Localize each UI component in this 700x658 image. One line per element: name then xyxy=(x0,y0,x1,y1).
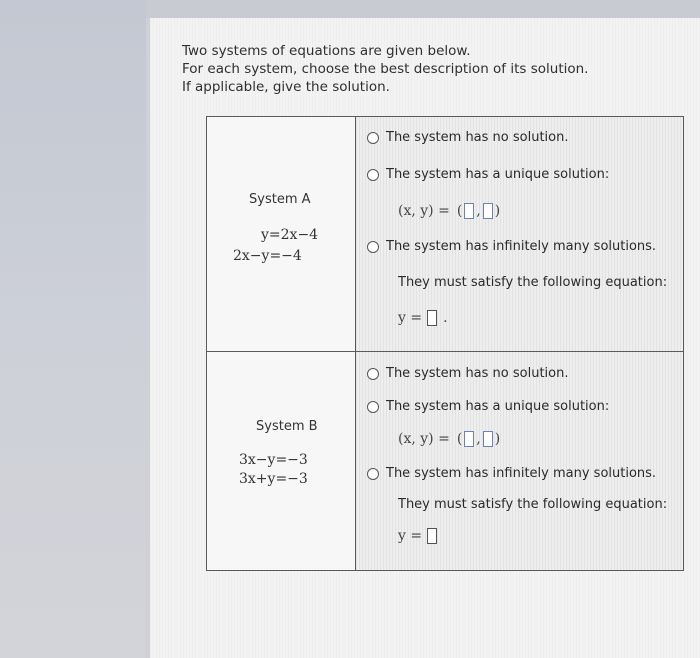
radio-button-icon[interactable] xyxy=(367,169,379,181)
radio-button-icon[interactable] xyxy=(367,468,379,480)
y-equals-label: y = xyxy=(398,528,423,544)
radio-button-icon[interactable] xyxy=(367,401,379,413)
system-b-equation-1: 3x−y=−3 xyxy=(239,452,308,468)
system-b-must-satisfy-text: They must satisfy the following equation: xyxy=(398,497,668,512)
system-b-equation-2: 3x+y=−3 xyxy=(239,471,308,487)
period: . xyxy=(443,310,448,326)
table-divider-vertical xyxy=(355,117,356,570)
xy-equals-label: (x, y) = xyxy=(398,203,450,219)
system-b-unique-answer xyxy=(398,431,501,447)
option-label: The system has a unique solution: xyxy=(386,399,610,414)
radio-button-icon[interactable] xyxy=(367,241,379,253)
radio-button-icon[interactable] xyxy=(367,368,379,380)
option-label: The system has no solution. xyxy=(386,130,569,145)
system-a-option-unique[interactable] xyxy=(367,167,609,182)
x-value-input[interactable] xyxy=(464,203,474,219)
equation-input[interactable] xyxy=(427,310,437,326)
system-b-options xyxy=(367,352,677,570)
option-label: The system has no solution. xyxy=(386,366,569,381)
y-equals-label: y = xyxy=(398,310,423,326)
system-b-option-unique[interactable] xyxy=(367,399,609,414)
system-b-equation-answer xyxy=(398,528,438,544)
instruction-line-3: If applicable, give the solution. xyxy=(182,79,390,95)
system-b-label: System B xyxy=(256,419,318,434)
system-a-option-no-solution[interactable] xyxy=(367,130,569,145)
system-b-option-no-solution[interactable] xyxy=(367,366,569,381)
option-label: The system has infinitely many solutions. xyxy=(386,466,657,481)
system-a-unique-answer xyxy=(398,203,501,219)
equation-input[interactable] xyxy=(427,528,437,544)
background-left xyxy=(0,0,146,658)
system-a-must-satisfy-text: They must satisfy the following equation: xyxy=(398,275,668,290)
system-a-label: System A xyxy=(249,192,311,207)
ordered-pair-input: ( , ) xyxy=(456,431,501,447)
option-label: The system has a unique solution: xyxy=(386,167,610,182)
system-a-options xyxy=(367,117,677,351)
system-b-option-infinite[interactable] xyxy=(367,466,656,481)
option-label: The system has infinitely many solutions. xyxy=(386,239,657,254)
instructions xyxy=(182,42,642,96)
system-a-equation-1: y=2x−4 xyxy=(261,227,319,243)
radio-button-icon[interactable] xyxy=(367,132,379,144)
systems-table xyxy=(206,116,684,571)
system-a-equation-2: 2x−y=−4 xyxy=(233,248,302,264)
xy-equals-label: (x, y) = xyxy=(398,431,450,447)
x-value-input[interactable] xyxy=(464,431,474,447)
ordered-pair-input: ( , ) xyxy=(456,203,501,219)
instruction-line-1: Two systems of equations are given below. xyxy=(182,43,471,59)
background-top xyxy=(146,0,700,18)
y-value-input[interactable] xyxy=(483,203,493,219)
y-value-input[interactable] xyxy=(483,431,493,447)
system-a-option-infinite[interactable] xyxy=(367,239,656,254)
instruction-line-2: For each system, choose the best description of its solution. xyxy=(182,61,589,77)
system-a-equation-answer xyxy=(398,310,448,326)
